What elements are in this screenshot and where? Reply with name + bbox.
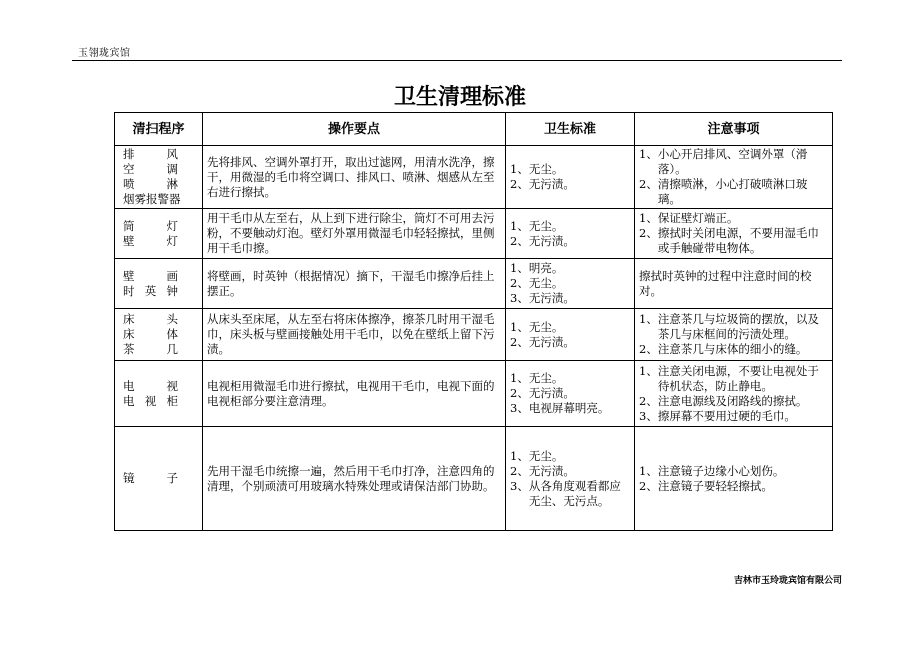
procedure-char: 空 [123,162,135,176]
note-item [639,211,828,226]
procedure-char: 灯 [166,218,178,233]
notes-cell [635,427,833,531]
standard-item [510,479,630,509]
procedure-cell [115,427,203,531]
table-body [115,146,833,531]
standard-item-text: 无污渍。 [528,291,575,305]
note-item-number: 2、 [639,478,658,493]
standard-cell [506,146,635,209]
header-rule [72,60,842,61]
procedure-line [123,394,178,409]
standard-item-text: 无污渍。 [528,386,575,400]
procedure-char: 灯 [166,233,178,248]
note-item-number: 1、 [639,147,658,161]
table-row [115,361,833,427]
procedure-char: 调 [166,162,178,176]
standard-item-number: 2、 [510,233,529,248]
procedure-char: 壁 [123,268,135,283]
standard-item [510,234,630,249]
note-item-text: 注意茶几与床体的细小的缝。 [657,342,808,356]
note-item-text: 擦屏幕不要用过硬的毛巾。 [657,408,796,423]
procedure-line [123,219,178,234]
col-header-operation: 操作要点 [203,113,506,146]
notes-cell [635,209,833,259]
standard-item-text: 无污渍。 [528,177,575,191]
standard-item-number: 2、 [510,177,529,191]
standard-item-number: 1、 [510,218,529,233]
procedure-char: 排 [123,147,135,161]
standard-item [510,261,630,276]
standard-item-text: 无污渍。 [528,233,575,248]
procedure-line [123,162,178,177]
notes-cell [635,361,833,427]
note-item [639,312,828,342]
note-item-text: 注意关闭电源，不要让电视处于待机状态，防止静电。 [657,363,819,393]
procedure-line [123,379,178,394]
standard-item [510,276,630,291]
procedure-char: 头 [166,312,178,326]
standard-item-text: 无尘。 [528,276,564,290]
procedure-char: 壁 [123,233,135,248]
procedure-char: 床 [123,312,135,326]
standard-item-text: 无污渍。 [528,463,575,478]
procedure-char: 视 [144,393,157,408]
procedure-cell [115,146,203,209]
note-item-number: 1、 [639,312,658,326]
standard-item-text: 无尘。 [528,448,564,463]
operation-cell: 先用干湿毛巾统擦一遍，然后用干毛巾打净，注意四角的清理，个别顽渍可用玻璃水特殊处理或请保洁部门协助。 [203,427,506,531]
procedure-line [123,234,178,249]
note-item-text: 清擦喷淋，小心打破喷淋口玻璃。 [657,177,808,206]
procedure-char: 镜 [123,471,135,485]
operation-cell: 将壁画，时英钟（根据情况）摘下，干湿毛巾擦净后挂上摆正。 [203,259,506,309]
table-row [115,309,833,361]
standard-item-text: 电视屏幕明亮。 [528,401,610,415]
procedure-cell [115,259,203,309]
standard-item-number: 2、 [510,276,529,290]
table-row [115,427,833,531]
page-title: 卫生清理标准 [393,85,526,110]
procedure-line [123,312,178,327]
note-item [639,464,828,479]
standard-item-number: 2、 [510,386,529,400]
procedure-char: 电 [123,378,135,393]
notes-cell: 擦拭时英钟的过程中注意时间的校对。 [635,259,833,309]
standard-item-text: 无污渍。 [528,334,575,349]
standard-item-number: 1、 [510,162,529,176]
standard-item-text: 从各角度观看都应无尘、无污点。 [528,478,621,508]
operation-cell: 从床头至床尾，从左至右将床体擦净，擦茶几时用干湿毛巾，床头板与壁画接触处用干毛巾，以免在壁纸上留下污渍。 [203,309,506,361]
procedure-char: 钟 [166,283,178,298]
note-item [639,177,828,207]
note-item-number: 1、 [639,363,658,378]
procedure-line [123,342,178,357]
procedure-char: 烟雾报警器 [123,192,181,206]
standard-item-number: 2、 [510,334,529,349]
notes-cell [635,309,833,361]
note-item-text: 注意电源线及闭路线的擦拭。 [657,393,808,408]
standard-item [510,219,630,234]
procedure-char: 时 [123,283,135,298]
note-item [639,226,828,256]
procedure-char: 床 [123,327,135,341]
standard-item-text: 无尘。 [528,162,564,176]
note-item [639,364,828,394]
standard-item-number: 1、 [510,371,529,385]
operation-cell: 电视柜用微湿毛巾进行擦拭，电视用干毛巾，电视下面的电视柜部分要注意清理。 [203,361,506,427]
procedure-char: 几 [166,342,178,356]
standard-item-text: 明亮。 [528,261,564,275]
standard-item-text: 无尘。 [528,371,564,385]
procedure-char: 体 [166,327,178,341]
note-item-text: 小心开启排风、空调外罩（滑落）。 [657,147,808,176]
cleaning-standards-table [114,112,833,531]
standard-item-number: 1、 [510,319,529,334]
table-header-row [115,113,833,146]
note-item-text: 擦拭时关闭电源，不要用湿毛巾或手触碰带电物体。 [657,226,819,255]
standard-item-number: 2、 [510,463,529,478]
note-item-text: 注意茶几与垃圾筒的摆放，以及茶几与床框间的污渍处理。 [657,312,819,341]
operation-cell: 用干毛巾从左至右，从上到下进行除尘，筒灯不可用去污粉，不要触动灯泡。壁灯外罩用微湿毛巾轻轻擦拭，里侧用干毛巾擦。 [203,209,506,259]
header-hotel-name: 玉翎珑宾馆 [78,48,131,59]
procedure-char: 视 [166,378,178,393]
note-item [639,409,828,424]
note-item [639,147,828,177]
procedure-char: 风 [166,147,178,161]
standard-item [510,401,630,416]
procedure-char: 喷 [123,177,135,191]
note-item-number: 2、 [639,177,658,191]
note-item-number: 2、 [639,393,658,408]
note-item-text: 保证壁灯端正。 [657,211,739,225]
procedure-char: 子 [166,471,178,485]
standard-cell [506,209,635,259]
standard-cell [506,427,635,531]
note-item-number: 2、 [639,226,658,240]
standard-cell [506,309,635,361]
standard-item [510,371,630,386]
standard-item-number: 1、 [510,261,529,275]
standard-item-number: 3、 [510,291,529,305]
procedure-char: 淋 [166,177,178,191]
standard-item [510,162,630,177]
standard-item [510,386,630,401]
note-item [639,479,828,494]
col-header-procedure: 清扫程序 [115,113,203,146]
note-item-number: 1、 [639,463,658,478]
procedure-cell [115,209,203,259]
note-item-text: 注意镜子边缘小心划伤。 [657,463,785,478]
note-item-number: 1、 [639,211,658,225]
procedure-cell [115,309,203,361]
procedure-char: 电 [123,393,135,408]
procedure-line [123,269,178,284]
procedure-char: 画 [166,268,178,283]
procedure-line [123,471,178,486]
standard-item [510,335,630,350]
note-item [639,342,828,357]
procedure-line [123,284,178,299]
note-item-number: 2、 [639,342,658,356]
col-header-notes: 注意事项 [635,113,833,146]
procedure-char: 英 [144,283,157,298]
note-item-number: 3、 [639,408,658,423]
standard-item [510,464,630,479]
standard-item-number: 3、 [510,478,529,493]
standard-item [510,449,630,464]
procedure-line [123,327,178,342]
procedure-char: 茶 [123,342,135,356]
standard-item [510,320,630,335]
table-row [115,146,833,209]
standard-item-text: 无尘。 [528,319,564,334]
standard-item [510,291,630,306]
note-item [639,394,828,409]
procedure-char: 柜 [166,393,178,408]
notes-cell [635,146,833,209]
standard-item [510,177,630,192]
table-row [115,259,833,309]
col-header-standard: 卫生标准 [506,113,635,146]
standard-item-number: 1、 [510,448,529,463]
procedure-line [123,177,178,192]
procedure-cell [115,361,203,427]
standard-item-number: 3、 [510,401,529,415]
standard-cell [506,259,635,309]
standard-cell [506,361,635,427]
procedure-line [123,147,178,162]
footer-company: 吉林市玉玲珑宾馆有限公司 [733,576,842,586]
table-row [115,209,833,259]
procedure-line [123,192,181,207]
note-item-text: 注意镜子要轻轻擦拭。 [657,478,773,493]
standard-item-text: 无尘。 [528,218,564,233]
operation-cell: 先将排风、空调外罩打开，取出过滤网，用清水洗净，擦干，用微湿的毛巾将空调口、排风口、喷淋、烟感从左至右进行擦拭。 [203,146,506,209]
procedure-char: 筒 [123,218,135,233]
